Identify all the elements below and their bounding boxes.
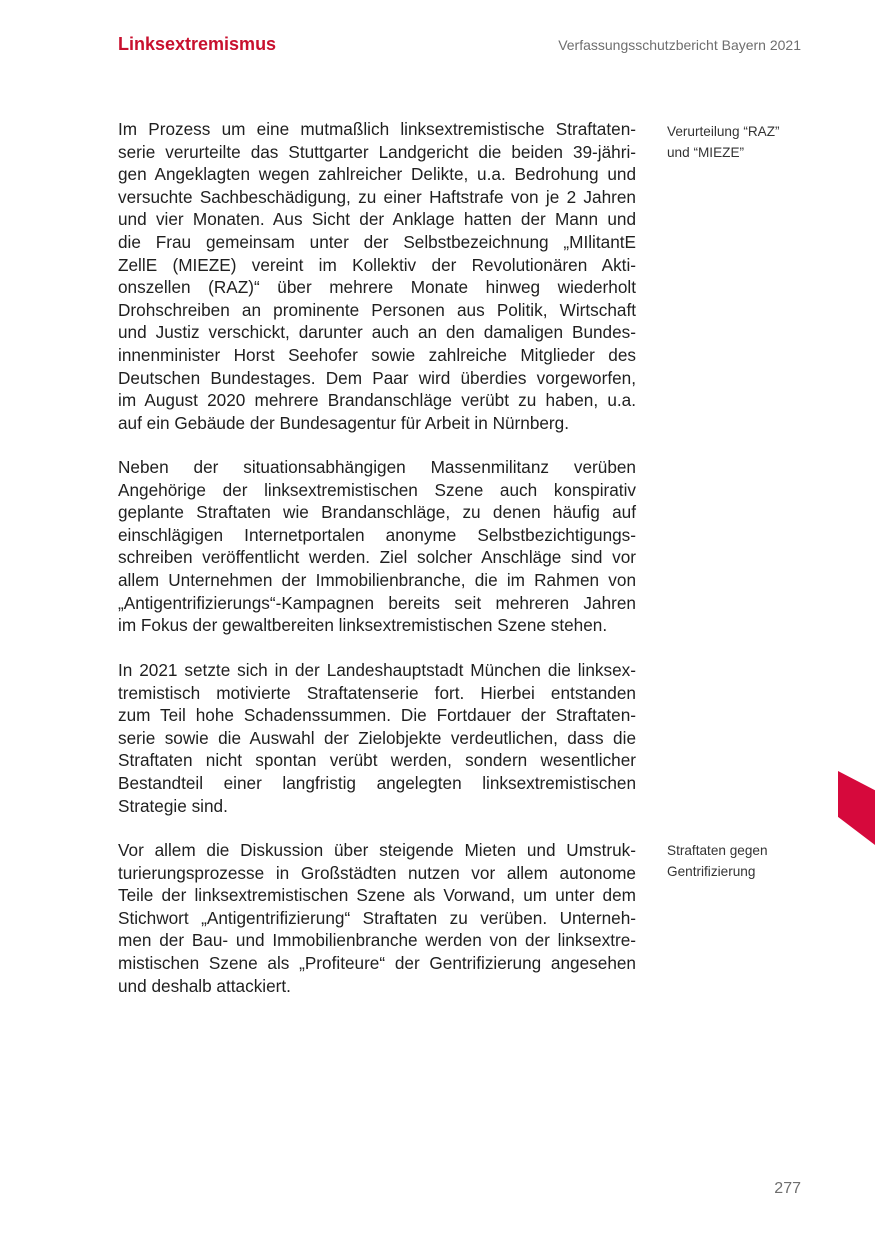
- paragraph-line: „Antigentrifizierungs“-Kampagnen bereits seit mehreren Jahren: [118, 592, 636, 613]
- paragraph-line: die Frau gemeinsam unter der Selbstbezeichnung „MIlitantE: [118, 231, 636, 252]
- paragraph-line: Stichwort „Antigentrifizierung“ Straftaten zu verüben. Unterneh-: [118, 907, 636, 928]
- paragraph-line: tremistisch motivierte Straftatenserie fort. Hierbei entstanden: [118, 682, 636, 703]
- paragraph-line: Teile der linksextremistischen Szene als Vorwand, um unter dem: [118, 885, 636, 906]
- paragraph-line: allem Unternehmen der Immobilienbranche, die im Rahmen von: [118, 569, 636, 590]
- paragraph-line: Strategie sind.: [118, 795, 228, 816]
- paragraph-line: gen Angeklagten wegen zahlreicher Delikte, u.a. Bedrohung und: [118, 164, 636, 185]
- paragraph-line: mistischen Szene als „Profiteure“ der Gentrifizierung angesehen: [118, 952, 636, 973]
- paragraph-line: schreiben veröffentlicht werden. Ziel solcher Anschläge sind vor: [118, 547, 636, 568]
- paragraph-line: und vier Monaten. Aus Sicht der Anklage hatten der Mann und: [118, 209, 636, 230]
- paragraph-line: Angehörige der linksextremistischen Szene auch konspirativ: [118, 479, 636, 500]
- marginal-note-gentrifizierung: [667, 840, 817, 882]
- paragraph-line: men der Bau- und Immobilienbranche werden von der linksextre-: [118, 930, 636, 951]
- paragraph-line: und deshalb attackiert.: [118, 975, 291, 996]
- paragraph-line: Neben der situationsabhängigen Massenmilitanz verüben: [118, 457, 636, 477]
- paragraph-line: ZellE (MIEZE) vereint im Kollektiv der Revolutionären Akti-: [118, 254, 636, 275]
- body-paragraph-2: [118, 456, 636, 637]
- marginal-note-line: Verurteilung “RAZ”: [667, 124, 780, 139]
- paragraph-line: im August 2020 mehrere Brandanschläge verübt zu haben, u.a.: [118, 390, 636, 411]
- paragraph-line: Im Prozess um eine mutmaßlich linksextremistische Straftaten-: [118, 119, 636, 139]
- body-paragraph-4: [118, 839, 636, 997]
- paragraph-line: und Justiz verschickt, darunter auch an den damaligen Bundes-: [118, 322, 636, 343]
- paragraph-line: innenminister Horst Seehofer sowie zahlreiche Mitglieder des: [118, 344, 636, 365]
- paragraph-line: serie sowie die Auswahl der Zielobjekte verdeutlichen, dass die: [118, 727, 636, 748]
- document-title: Verfassungsschutzbericht Bayern 2021: [558, 37, 801, 53]
- paragraph-line: Drohschreiben an prominente Personen aus Politik, Wirtschaft: [118, 299, 636, 320]
- paragraph-line: turierungsprozesse in Großstädten nutzen vor allem autonome: [118, 862, 636, 883]
- marginal-note-line: Straftaten gegen: [667, 843, 768, 858]
- section-title: Linksextremismus: [118, 34, 277, 54]
- paragraph-line: Deutschen Bundestages. Dem Paar wird überdies vorgeworfen,: [118, 367, 636, 388]
- paragraph-line: geplante Straftaten wie Brandanschläge, zu denen häufig auf: [118, 502, 636, 523]
- paragraph-line: In 2021 setzte sich in der Landeshauptstadt München die linksex-: [118, 660, 636, 680]
- marginal-note-line: und “MIEZE”: [667, 145, 745, 160]
- paragraph-line: Straftaten nicht spontan verübt werden, sondern wesentlicher: [118, 750, 636, 771]
- marginal-note-line: Gentrifizierung: [667, 864, 756, 879]
- marginal-note-verurteilung: [667, 121, 817, 163]
- paragraph-line: serie verurteilte das Stuttgarter Landgericht die beiden 39-jähri-: [118, 141, 636, 162]
- body-paragraph-1: [118, 118, 636, 434]
- paragraph-line: Vor allem die Diskussion über steigende Mieten und Umstruk-: [118, 840, 636, 860]
- paragraph-line: zum Teil hohe Schadenssummen. Die Fortdauer der Straftaten-: [118, 705, 636, 726]
- body-paragraph-3: [118, 659, 636, 817]
- paragraph-line: einschlägigen Internetportalen anonyme Selbstbezichtigungs-: [118, 524, 636, 545]
- paragraph-line: versuchte Sachbeschädigung, zu einer Haftstrafe von je 2 Jahren: [118, 186, 636, 207]
- paragraph-line: auf ein Gebäude der Bundesagentur für Arbeit in Nürnberg.: [118, 412, 569, 433]
- paragraph-line: Bestandteil einer langfristig angelegten linksextremistischen: [118, 772, 636, 793]
- paragraph-line: onszellen (RAZ)“ über mehrere Monate hinweg wiederholt: [118, 277, 636, 298]
- paragraph-line: im Fokus der gewaltbereiten linksextremistischen Szene stehen.: [118, 615, 608, 636]
- page-number: 277: [774, 1180, 801, 1197]
- chapter-tab-marker: [838, 771, 875, 845]
